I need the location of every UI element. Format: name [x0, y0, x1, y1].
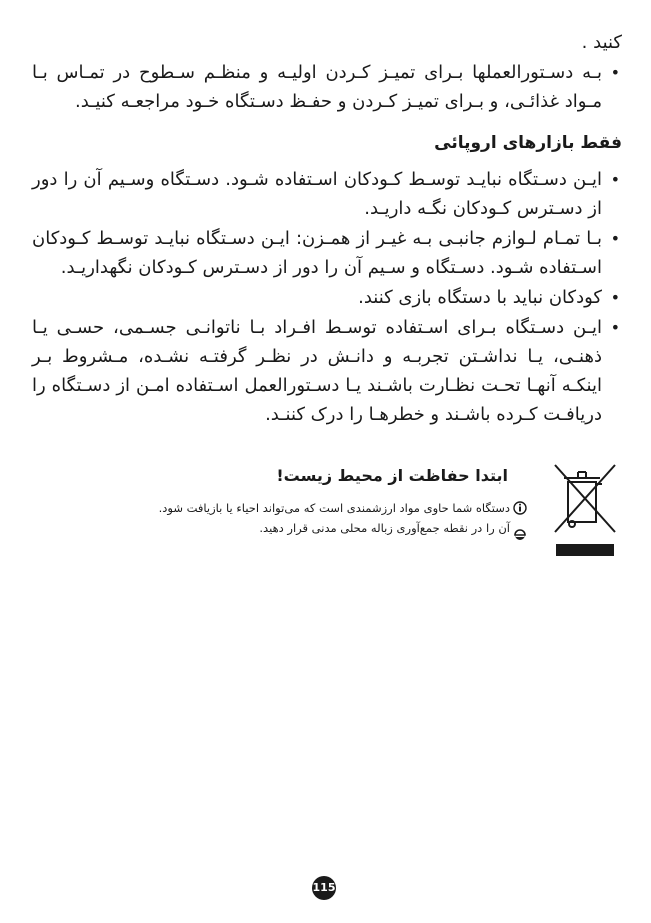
crossed-out-wheelie-bin-icon	[552, 460, 618, 560]
collection-point-icon	[513, 528, 527, 542]
recyclable-note: دستگاه شما حاوی مواد ارزشمندی است که می‌تواند احیاء یا بازیافت شود.	[158, 501, 510, 515]
environment-heading: ابتدا حفاظت از محیط زیست!	[276, 466, 508, 485]
list-item: • ایـن دسـتگاه بـرای اسـتفاده توسـط افـراد بـا ناتوانـی جسـمی، حسـی یـا ذهنـی، یـا نداشـتن تجربـه و دانـش در نظـر گرفتـه نشـده، مـشروط بـر اینکـه آنهـا تحـت نظـارت باشـند یـا دسـتورالعمل اسـتفاده امـن از دسـتگاه را دریافـت کـرده باشـند و خطرهـا را درک کننـد.	[32, 313, 622, 429]
page-number: 115	[312, 876, 336, 900]
list-item: • کودکان نباید با دستگاه بازی کنند.	[32, 283, 622, 312]
list-item: • ایـن دسـتگاه نبایـد توسـط کـودکان اسـتفاده شـود. دسـتگاه وسـیم آن را دور از دسـترس کـودکان نگـه داریـد.	[32, 165, 622, 223]
safety-warnings-list	[32, 165, 622, 430]
cleaning-instructions-list	[32, 58, 622, 117]
list-item: • بـه دسـتورالعملها بـرای تمیـز کـردن اولیـه و منظـم سـطوح در تمـاس بـا مـواد غذائـی، و بـرای تمیـز کـردن و حفـظ دسـتگاه خـود مراجعـه کنیـد.	[32, 58, 622, 116]
list-item: • بـا تمـام لـوازم جانبـی بـه غیـر از همـزن: ایـن دسـتگاه نبایـد توسـط کـودکان اسـتفاده شـود. دسـتگاه و سـیم آن را دور از دسـترس کـودکان نگهداریـد.	[32, 224, 622, 282]
disposal-note: آن را در نقطه جمع‌آوری زباله محلی مدنی قرار دهید.	[259, 521, 510, 535]
info-recycle-icon	[513, 501, 527, 515]
section-heading: فقط بازارهای اروپائی	[434, 133, 622, 153]
continued-sentence: کنید .	[581, 32, 622, 53]
